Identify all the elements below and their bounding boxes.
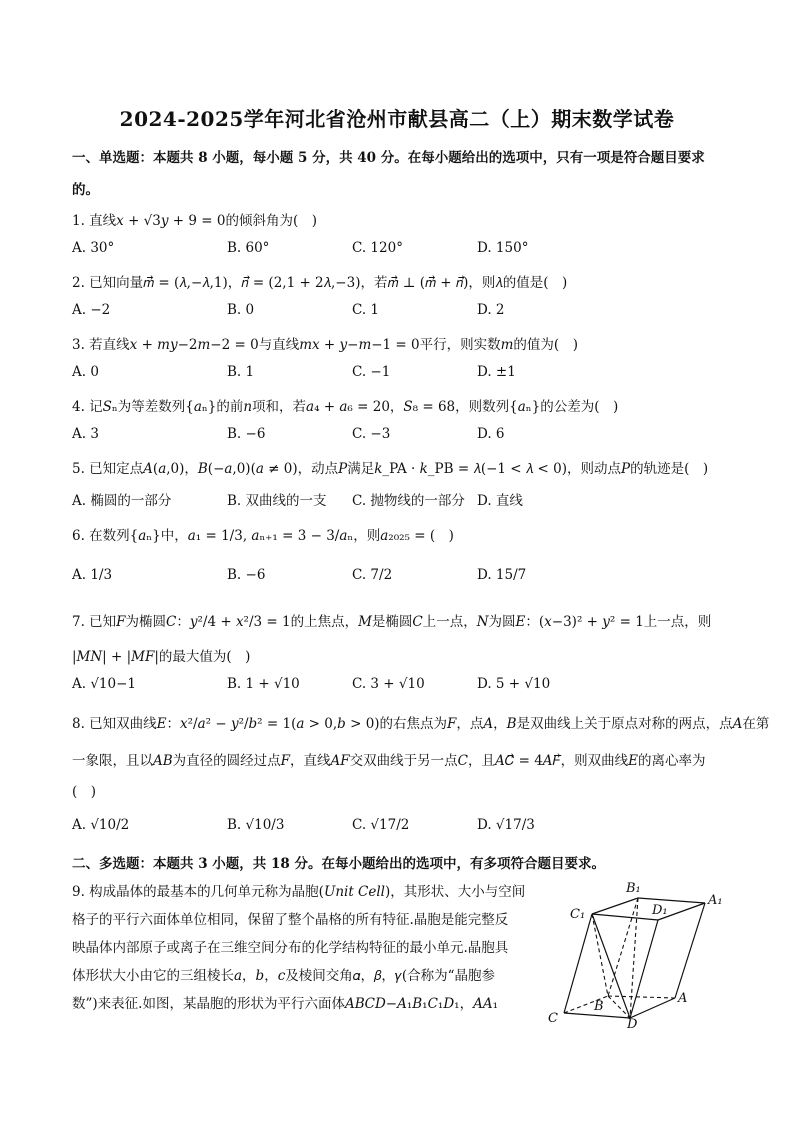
question-2-stem: 2. 已知向量𝑚⃗ = (𝜆,−𝜆,1)，𝑛⃗ = (2,1 + 2𝜆,−3)，若𝑚⃗ ⊥ (𝑚⃗ + 𝑛⃗)，则𝜆的值是( ) — [72, 275, 568, 291]
q7-option-d: D. 5 + √10 — [477, 676, 551, 692]
question-6-stem: 6. 在数列{𝑎ₙ}中，𝑎₁ = 1/3, 𝑎ₙ₊₁ = 3 − 3/𝑎ₙ，则𝑎₂₀₂₅ = ( ) — [72, 528, 454, 544]
q9-line-1: 9. 构成晶体的最基本的几何单元称为晶胞(𝑈𝑛𝑖𝑡 𝐶𝑒𝑙𝑙)，其形状、大小与空间 — [72, 884, 526, 900]
question-3-stem: 3. 若直线𝑥 + 𝑚𝑦−2𝑚−2 = 0与直线𝑚𝑥 + 𝑦−𝑚−1 = 0平行，则实数𝑚的值为( ) — [72, 337, 578, 353]
q9-line-5: 数”)来表征.如图，某晶胞的形状为平行六面体𝐴𝐵𝐶𝐷−𝐴₁𝐵₁𝐶₁𝐷₁，𝐴𝐴₁ — [72, 996, 498, 1012]
q4-option-c: C. −3 — [352, 426, 391, 442]
q6-option-a: A. 1/3 — [72, 567, 113, 583]
q3-option-b: B. 1 — [227, 364, 255, 380]
q3-option-d: D. ±1 — [477, 364, 516, 380]
q4-option-b: B. −6 — [227, 426, 266, 442]
q1-option-c: C. 120° — [352, 240, 403, 256]
q8-option-c: C. √17/2 — [352, 817, 410, 833]
question-7-stem: 7. 已知𝐹为椭圆𝐶：𝑦²/4 + 𝑥²/3 = 1的上焦点，𝑀是椭圆𝐶上一点，𝑁为圆𝐸：(𝑥−3)² + 𝑦² = 1上一点，则 — [72, 614, 712, 630]
q2-option-c: C. 1 — [352, 302, 380, 318]
section1-heading-line2: 的。 — [72, 182, 99, 198]
label-c: C — [548, 1011, 558, 1026]
q9-line-2: 格子的平行六面体单位相同，保留了整个晶格的所有特征.晶胞是能完整反 — [72, 912, 509, 928]
label-d1: D₁ — [652, 903, 668, 918]
q6-option-c: C. 7/2 — [352, 567, 393, 583]
q5-option-a: A. 椭圆的一部分 — [72, 493, 172, 509]
q2-option-a: A. −2 — [72, 302, 111, 318]
section2-heading: 二、多选题：本题共 3 小题，共 18 分。在每小题给出的选项中，有多项符合题目要求。 — [72, 856, 605, 872]
label-a: A — [678, 991, 688, 1006]
question-9-text — [72, 878, 542, 1018]
q5-option-d: D. 直线 — [477, 493, 523, 509]
q1-option-d: D. 150° — [477, 240, 529, 256]
q2-option-d: D. 2 — [477, 302, 505, 318]
q8-option-a: A. √10/2 — [72, 817, 130, 833]
question-1-stem: 1. 直线𝑥 + √3𝑦 + 9 = 0的倾斜角为( ) — [72, 213, 317, 229]
question-4-stem: 4. 记𝑆ₙ为等差数列{𝑎ₙ}的前𝑛项和，若𝑎₄ + 𝑎₆ = 20，𝑆₈ = 68，则数列{𝑎ₙ}的公差为( ) — [72, 399, 619, 415]
q5-option-c: C. 抛物线的一部分 — [352, 493, 465, 509]
q9-line-4: 体形状大小由它的三组棱长𝑎，𝑏，𝑐及棱间交角𝛼，𝛽，𝛾(合称为“晶胞参 — [72, 968, 496, 984]
q4-option-a: A. 3 — [72, 426, 99, 442]
q9-line-3: 映晶体内部原子或离子在三维空间分布的化学结构特征的最小单元.晶胞具 — [72, 940, 509, 956]
label-c1: C₁ — [570, 907, 586, 922]
question-7-stem-cont: |𝑀𝑁| + |𝑀𝐹|的最大值为( ) — [72, 649, 251, 665]
q1-option-b: B. 60° — [227, 240, 270, 256]
question-8-stem: 8. 已知双曲线𝐸：𝑥²/𝑎² − 𝑦²/𝑏² = 1(𝑎 > 0,𝑏 > 0)的右焦点为𝐹，点𝐴，𝐵是双曲线上关于原点对称的两点，点𝐴在第 — [72, 716, 770, 732]
q7-option-c: C. 3 + √10 — [352, 676, 425, 692]
q2-option-b: B. 0 — [227, 302, 255, 318]
question-5-stem: 5. 已知定点𝐴(𝑎,0)，𝐵(−𝑎,0)(𝑎 ≠ 0)，动点𝑃满足𝑘_PA · 𝑘_PB = 𝜆(−1 < 𝜆 < 0)，则动点𝑃的轨迹是( ) — [72, 461, 709, 477]
q5-option-b: B. 双曲线的一支 — [227, 493, 327, 509]
q8-option-b: B. √10/3 — [227, 817, 285, 833]
label-a1: A₁ — [708, 893, 723, 908]
q1-option-a: A. 30° — [72, 240, 115, 256]
q7-option-b: B. 1 + √10 — [227, 676, 300, 692]
section1-heading-line1: 一、单选题：本题共 8 小题，每小题 5 分，共 40 分。在每小题给出的选项中，只有一项是符合题目要求 — [72, 150, 705, 166]
parallelepiped-figure — [540, 878, 730, 1028]
question-8-stem-cont2: ( ) — [72, 784, 97, 800]
paper-title: 2024-2025学年河北省沧州市献县高二（上）期末数学试卷 — [119, 107, 675, 131]
q7-option-a: A. √10−1 — [72, 676, 137, 692]
q3-option-c: C. −1 — [352, 364, 391, 380]
q3-option-a: A. 0 — [72, 364, 99, 380]
label-b: B — [594, 999, 604, 1014]
q8-option-d: D. √17/3 — [477, 817, 535, 833]
question-8-stem-cont: 一象限，且以𝐴𝐵为直径的圆经过点𝐹，直线𝐴𝐹交双曲线于另一点𝐶，且𝐴𝐶⃗ = 4𝐴𝐹⃗，则双曲线𝐸的离心率为 — [72, 753, 706, 769]
label-d: D — [627, 1017, 638, 1028]
q4-option-d: D. 6 — [477, 426, 505, 442]
q6-option-d: D. 15/7 — [477, 567, 527, 583]
label-b1: B₁ — [626, 881, 641, 896]
q6-option-b: B. −6 — [227, 567, 266, 583]
